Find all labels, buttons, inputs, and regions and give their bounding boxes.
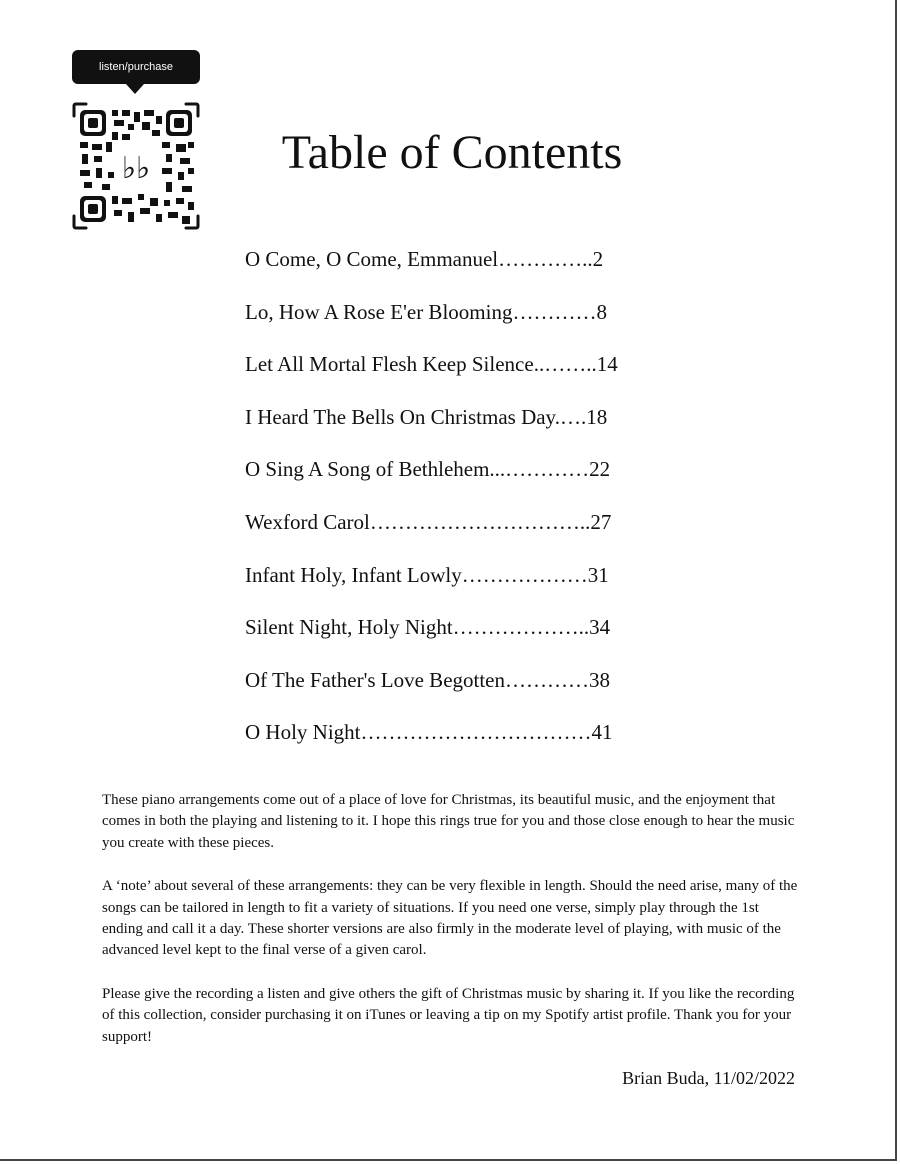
page-title: Table of Contents: [281, 126, 623, 179]
toc-entry: Infant Holy, Infant Lowly………………31: [245, 562, 609, 587]
toc-entry: I Heard The Bells On Christmas Day.….18: [245, 404, 608, 429]
signature: Brian Buda, 11/02/2022: [622, 1068, 795, 1088]
toc-entry: O Sing A Song of Bethlehem...…………22: [245, 457, 611, 482]
toc-entry: Let All Mortal Flesh Keep Silence..……..14: [245, 352, 618, 377]
toc-entry: Wexford Carol…………………………..27: [245, 509, 612, 534]
toc-entry: O Holy Night……………………………41: [245, 720, 613, 745]
table-of-contents: [245, 246, 618, 772]
tag-pointer: [126, 84, 144, 94]
toc-entry: Silent Night, Holy Night………………..34: [245, 615, 611, 640]
note-paragraph: A ‘note’ about several of these arrangements: they can be very flexible in length. Should the need arise, many of the songs can be tailored in length to fit a variety of situations. If you need one verse, simply play through the 1st ending and call it a day. These shorter versions are also firmly in the moderate level of playing, with music of the advanced level kept to the final verse of a given carol.: [102, 878, 798, 959]
listen-purchase-tag[interactable]: listen/purchase: [72, 50, 200, 84]
intro-paragraph: These piano arrangements come out of a place of love for Christmas, its beautiful music, and the enjoyment that comes in both the playing and listening to it. I hope this rings true for you and those close enough to hear the music you create with these pieces.: [102, 792, 795, 851]
toc-entry: O Come, O Come, Emmanuel…………..2: [245, 247, 604, 271]
intro-text: [102, 790, 802, 1070]
toc-entry: Lo, How A Rose E'er Blooming…………8: [245, 299, 607, 324]
closing-paragraph: Please give the recording a listen and give others the gift of Christmas music by sharing it. If you like the recording of this collection, consider purchasing it on iTunes or leaving a tip on my Spotify artist profile. Thank you for your support!: [102, 985, 795, 1045]
svg-text:♭♭: ♭♭: [121, 151, 151, 186]
toc-entry: Of The Father's Love Begotten…………38: [245, 667, 610, 692]
